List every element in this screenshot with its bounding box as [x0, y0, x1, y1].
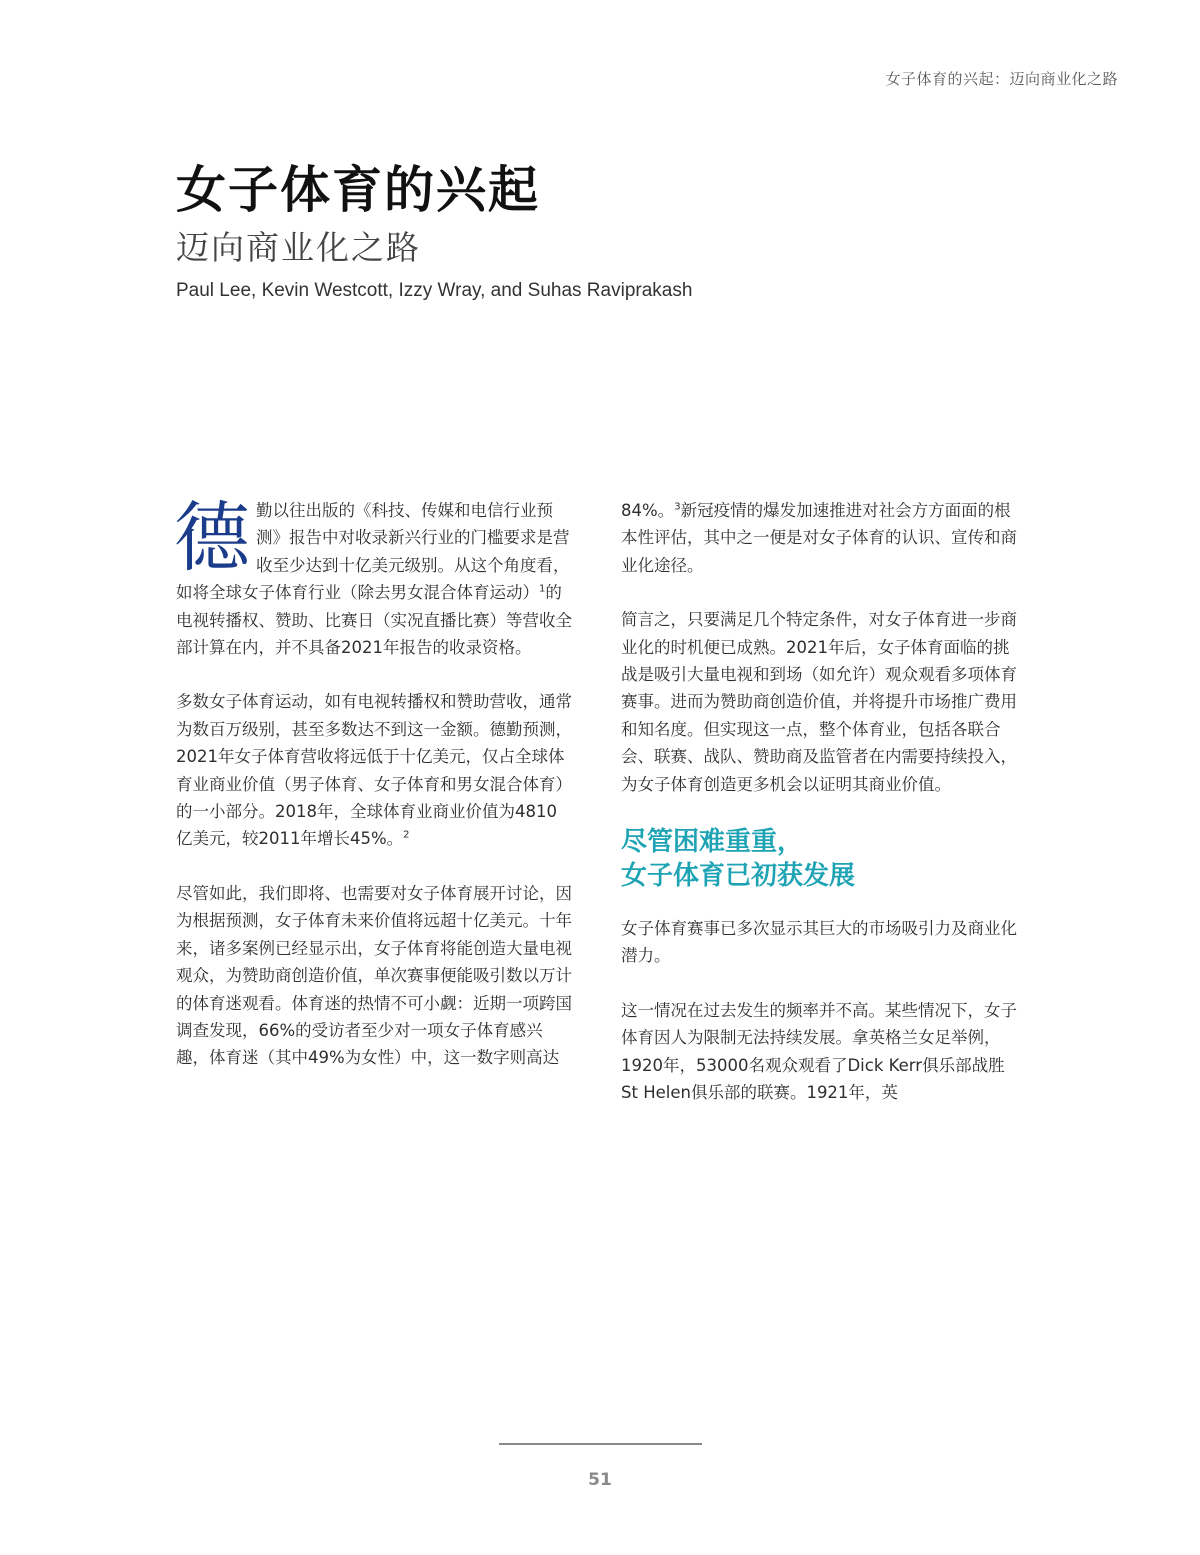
footnote-ref: 1	[539, 583, 546, 595]
paragraph	[174, 493, 572, 661]
paragraph	[621, 606, 1021, 798]
paragraph-text: 女子体育赛事已多次显示其巨大的市场吸引力及商业化潜力。	[621, 919, 1017, 966]
paragraph-text: 勤以往出版的《科技、传媒和电信行业预测》报告中对收录新兴行业的门槛要求是营收至少达到十亿美元级别。从这个角度看，如将全球女子体育行业（除去男女混合体育运动）	[176, 501, 570, 603]
footnote-ref: 2	[403, 829, 410, 841]
paragraph	[621, 915, 1021, 970]
section-heading	[621, 825, 1021, 893]
article-subtitle: 迈向商业化之路	[176, 228, 421, 267]
page-number: 51	[588, 1470, 612, 1490]
running-header: 女子体育的兴起：迈向商业化之路	[885, 70, 1118, 88]
paragraph-text: 尽管如此，我们即将、也需要对女子体育展开讨论，因为根据预测，女子体育未来价值将远超十亿美元。十年来，诸多案例已经显示出，女子体育将能创造大量电视观众，为赞助商创造价值，单次赛事便能吸引数以万计的体育迷观看。体育迷的热情不可小觑：近期一项跨国调查发现，66%的受访者至少对一项女子体育感兴趣，体育迷（其中49%为女性）中，这一数字则高达	[176, 883, 572, 1068]
paragraph	[176, 688, 572, 852]
paragraph-text: 这一情况在过去发生的频率并不高。某些情况下，女子体育因人为限制无法持续发展。拿英格兰女足举例，1920年，53000名观众观看了Dick Kerr俱乐部战胜St Helen俱乐部的联赛。1921年，英	[621, 1000, 1017, 1103]
footer-divider	[499, 1443, 702, 1445]
paragraph-text: 新冠疫情的爆发加速推进对社会方方面面的根本性评估，其中之一便是对女子体育的认识、宣传和商业化途径。	[621, 501, 1017, 575]
footnote-ref: 3	[674, 501, 681, 513]
left-column	[174, 493, 572, 1099]
paragraph-text: 简言之，只要满足几个特定条件，对女子体育进一步商业化的时机便已成熟。2021年后，女子体育面临的挑战是吸引大量电视和到场（如允许）观众观看多项体育赛事。进而为赞助商创造价值，并将提升市场推广费用和知名度。但实现这一点，整个体育业，包括各联合会、联赛、战队、赞助商及监管者在内需要持续投入，为女子体育创造更多机会以证明其商业价值。	[621, 610, 1017, 794]
paragraph-text: 多数女子体育运动，如有电视转播权和赞助营收，通常为数百万级别，甚至多数达不到这一金额。德勤预测，2021年女子体育营收将远低于十亿美元，仅占全球体育业商业价值（男子体育、女子体育和男女混合体育）的一小部分。2018年，全球体育业商业价值为4810亿美元，较2011年增长45%。	[176, 692, 572, 849]
drop-cap: 德	[174, 493, 250, 582]
paragraph-text: 的电视转播权、赞助、比赛日（实况直播比赛）等营收全部计算在内，并不具备2021年报告的收录资格。	[176, 583, 572, 658]
right-column	[621, 497, 1021, 1134]
article-title: 女子体育的兴起	[176, 161, 540, 219]
paragraph	[621, 997, 1021, 1107]
article-authors: Paul Lee, Kevin Westcott, Izzy Wray, and Suhas Raviprakash	[176, 280, 693, 301]
paragraph	[176, 880, 572, 1072]
paragraph-text: 84%。	[621, 501, 675, 520]
paragraph	[621, 497, 1021, 579]
section-heading-line: 尽管困难重重，	[621, 827, 804, 858]
section-heading-line: 女子体育已初获发展	[621, 861, 856, 892]
